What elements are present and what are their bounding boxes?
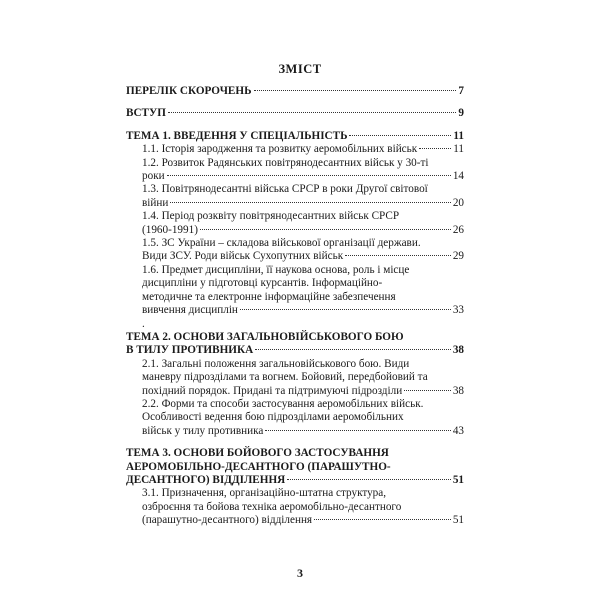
toc-entry-text: 3.1. Призначення, організаційно-штатна структура,: [142, 487, 387, 500]
toc-page-number: 51: [452, 473, 464, 486]
toc-entry-text: 1.6. Предмет дисципліни, її наукова основа, роль і місце: [142, 263, 410, 276]
toc-page-number: 20: [452, 196, 464, 209]
toc-page-number: 51: [452, 514, 464, 527]
toc-entry-text-continued: АЕРОМОБІЛЬНО-ДЕСАНТНОГО (ПАРАШУТНО-: [126, 460, 391, 473]
trailing-dot: .: [142, 317, 145, 330]
toc-entry-text-continued: ДЕСАНТНОГО) ВІДДІЛЕННЯ: [126, 473, 286, 486]
toc-entry-text-continued: маневру підрозділами та вогнем. Бойовий, передбойовий та: [142, 371, 428, 384]
toc-entry-topic-3[interactable]: [126, 447, 464, 487]
toc-page-number: 38: [452, 344, 464, 357]
toc-entry-1-6[interactable]: [126, 264, 464, 331]
dot-leader: [265, 430, 451, 431]
dot-leader: [200, 229, 451, 230]
table-of-contents: [126, 85, 464, 528]
toc-entry-text-continued: Особливості ведення бою підрозділами аеромобільних: [142, 411, 404, 424]
toc-entry-text-continued: військ у тилу противника: [142, 424, 264, 437]
toc-entry-text-continued: В ТИЛУ ПРОТИВНИКА: [126, 344, 254, 357]
toc-entry-text: 2.1. Загальні положення загальновійськового бою. Види: [142, 357, 410, 370]
dot-leader: [419, 148, 451, 149]
dot-leader: [254, 90, 457, 91]
dot-leader: [240, 309, 451, 310]
toc-entry-1-3[interactable]: [126, 183, 464, 210]
toc-entry-text-continued: війни: [142, 196, 169, 209]
toc-page-number: 9: [458, 107, 464, 120]
toc-entry-2-2[interactable]: [126, 398, 464, 438]
dot-leader: [170, 202, 450, 203]
toc-entry-text-continued: (парашутно-десантного) відділення: [142, 514, 313, 527]
dot-leader: [345, 255, 451, 256]
dot-leader: [168, 112, 456, 113]
toc-entry-text-continued: озброєння та бойова техніка аеромобільно-десантного: [142, 500, 402, 513]
toc-entry-text: ТЕМА 2. ОСНОВИ ЗАГАЛЬНОВІЙСЬКОВОГО БОЮ: [126, 330, 404, 343]
toc-entry-text: 1.4. Період розквіту повітрянодесантних військ СРСР: [142, 210, 400, 223]
toc-entry-text: ТЕМА 3. ОСНОВИ БОЙОВОГО ЗАСТОСУВАННЯ: [126, 447, 389, 460]
dot-leader: [314, 519, 451, 520]
toc-entry-2-1[interactable]: [126, 358, 464, 398]
toc-entry-text: 1.3. Повітрянодесантні війська СРСР в роки Другої світової: [142, 183, 428, 196]
toc-entry-text: ТЕМА 1. ВВЕДЕННЯ У СПЕЦІАЛЬНІСТЬ: [126, 129, 348, 142]
toc-entry-1-4[interactable]: [126, 210, 464, 237]
toc-entry-text-continued: похідний порядок. Придані та підтримуючі підрозділи: [142, 384, 403, 397]
dot-leader: [255, 349, 451, 350]
dot-leader: [349, 135, 451, 136]
toc-entry-text: 1.5. ЗС України – складова військової організації держави.: [142, 237, 421, 250]
toc-entry-text: ПЕРЕЛІК СКОРОЧЕНЬ: [126, 85, 252, 97]
toc-entry-text-continued: роки: [142, 170, 165, 183]
toc-entry-1-5[interactable]: [126, 237, 464, 264]
toc-entry-text-continued: вивчення дисциплін: [142, 304, 238, 317]
toc-page-number: 14: [452, 170, 464, 183]
toc-entry-text: 1.1. Історія зародження та розвитку аеромобільних військ: [142, 143, 418, 156]
toc-page-number: 29: [452, 250, 464, 263]
toc-entry-1-1[interactable]: [126, 143, 464, 156]
toc-entry-topic-1[interactable]: [126, 130, 464, 143]
dot-leader: [167, 175, 451, 176]
page-title: ЗМІСТ: [278, 62, 322, 76]
toc-entry-text-continued: (1960-1991): [142, 223, 198, 236]
toc-entry-text-continued: методичне та електронне інформаційне забезпечення: [142, 290, 396, 303]
dot-leader: [287, 479, 451, 480]
toc-page-number: 11: [453, 143, 464, 156]
toc-entry-topic-2[interactable]: [126, 331, 464, 358]
toc-entry-text: 2.2. Форми та способи застосування аеромобільних військ.: [142, 397, 424, 410]
toc-entry-text: ВСТУП: [126, 107, 166, 120]
toc-page-number: 7: [458, 85, 464, 97]
toc-entry-text-continued: дисципліни у підготовці курсантів. Інформаційно-: [142, 277, 383, 290]
page-number: 3: [297, 566, 303, 580]
toc-page-number: 11: [453, 129, 464, 142]
toc-entry-text: 1.2. Розвиток Радянських повітрянодесантних військ у 30-ті: [142, 156, 429, 169]
toc-entry-1-2[interactable]: [126, 157, 464, 184]
dot-leader: [404, 390, 451, 391]
toc-entry-text-continued: Види ЗСУ. Роди військ Сухопутних військ: [142, 250, 344, 263]
toc-page-number: 38: [452, 384, 464, 397]
toc-entry-abbreviations[interactable]: [126, 85, 464, 98]
toc-entry-3-1[interactable]: [126, 487, 464, 527]
toc-page-number: 43: [452, 424, 464, 437]
toc-page-number: 26: [452, 223, 464, 236]
toc-entry-intro[interactable]: [126, 107, 464, 120]
toc-page-number: 33: [452, 304, 464, 317]
